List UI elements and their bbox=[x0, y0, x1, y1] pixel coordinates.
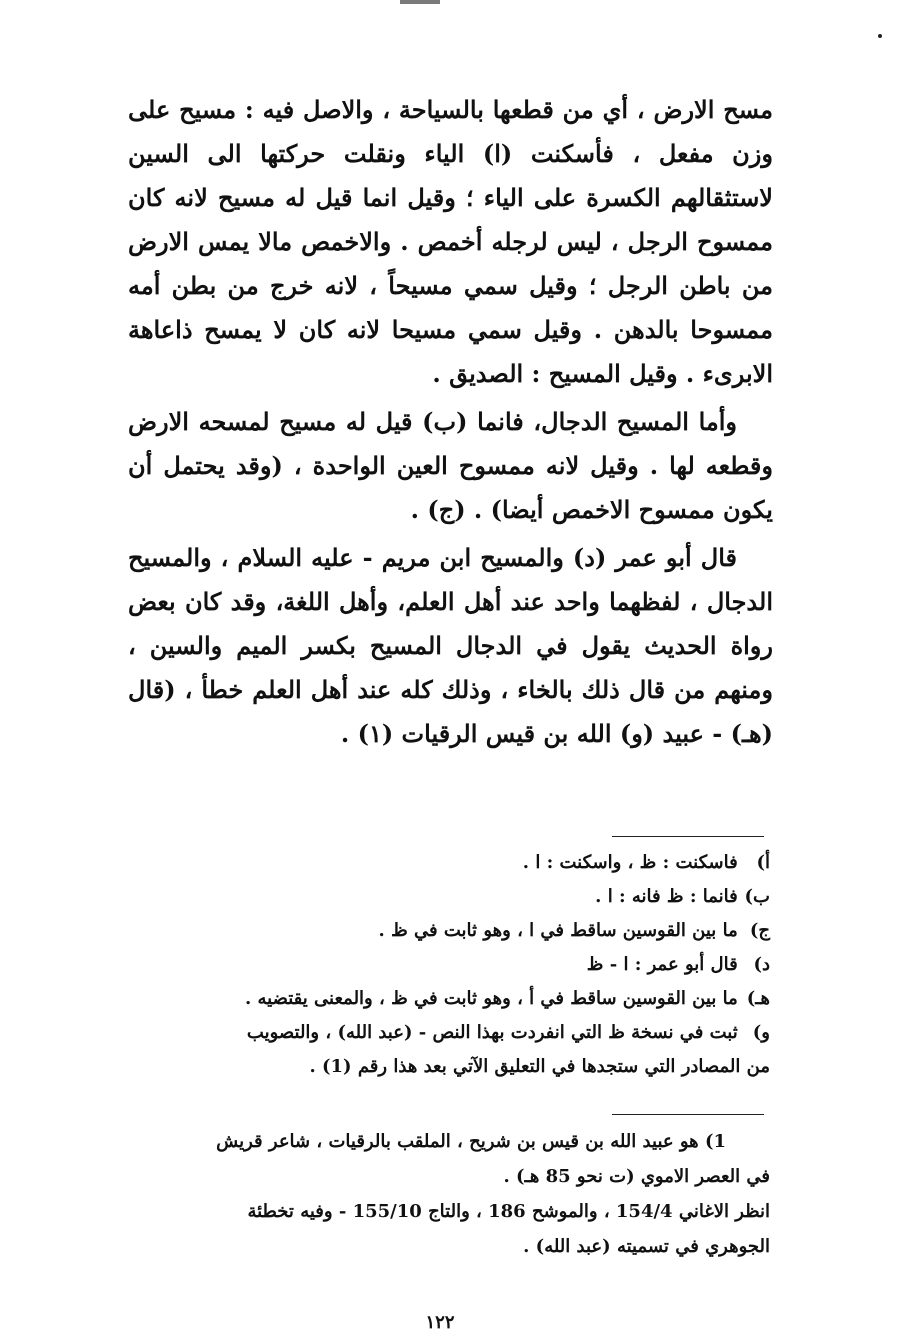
footnote-separator bbox=[612, 836, 764, 837]
note-label: و) bbox=[752, 1022, 770, 1043]
note-label: هـ) bbox=[746, 988, 770, 1009]
variant-notes bbox=[120, 846, 770, 1084]
paragraph-1: مسح الارض ، أي من قطعها بالسياحة ، والاصل فيه : مسيح على وزن مفعل ، فأسكنت (ا) الياء ونقلت حركتها الى السين لاستثقالهم الكسرة على الياء ؛ وقيل انما قيل له مسيح لانه كان ممسوح الرجل ، ليس لرجله أخمص . والاخمص مالا يمس الارض من باطن الرجل ؛ وقيل سمي مسيحاً ، لانه خرج من بطن أمه ممسوحا بالدهن . وقيل سمي مسيحا لانه كان لا يمسح ذاعاهة الابرىء . وقيل المسيح : الصديق . bbox=[128, 95, 773, 388]
reference-line: الجوهري في تسميته (عبد الله) . bbox=[523, 1236, 770, 1257]
note-text: ثبت في نسخة ظ التي انفردت بهذا النص - (عبد الله) ، والتصويب bbox=[246, 1022, 738, 1043]
paragraph-3: قال أبو عمر (د) والمسيح ابن مريم - عليه السلام ، والمسيح الدجال ، لفظهما واحد عند أهل العلم، وأهل اللغة، وقد كان بعض رواة الحديث يقول في الدجال المسيح بكسر الميم والسين ، ومنهم من قال ذلك بالخاء ، وذلك كله عند أهل العلم خطأ ، (قال (هـ) - عبيد (و) الله بن قيس الرقيات (١) . bbox=[128, 543, 773, 748]
note-line bbox=[120, 982, 770, 1016]
header-mark bbox=[400, 0, 440, 4]
note-text: من المصادر التي ستجدها في التعليق الآتي بعد هذا رقم (1) . bbox=[309, 1056, 770, 1077]
note-label: ج) bbox=[749, 920, 770, 941]
paragraph-2: وأما المسيح الدجال، فانما (ب) قيل له مسيح لمسحه الارض وقطعه لها . وقيل لانه ممسوح العين الواحدة ، (وقد يحتمل أن يكون ممسوح الاخمص أيضا) . (ج) . bbox=[128, 407, 773, 524]
reference-line: انظر الاغاني 154/4 ، والموشح 186 ، والتاج 155/10 - وفيه تخطئة bbox=[247, 1201, 770, 1222]
note-label: أ) bbox=[756, 852, 770, 873]
note-text: فاسكنت : ظ ، واسكنت : ا . bbox=[522, 852, 738, 873]
note-label: ب) bbox=[744, 886, 770, 907]
main-text bbox=[128, 88, 773, 756]
note-line bbox=[120, 880, 770, 914]
reference-line: 1) هو عبيد الله بن قيس بن شريح ، الملقب بالرقيات ، شاعر قريش bbox=[216, 1131, 726, 1152]
reference-line: في العصر الاموي (ت نحو 85 هـ) . bbox=[503, 1166, 770, 1187]
note-line bbox=[120, 846, 770, 880]
scan-speck bbox=[878, 34, 882, 38]
page-number: ١٢٢ bbox=[425, 1312, 455, 1333]
note-text: قال أبو عمر : ا - ظ bbox=[586, 954, 738, 975]
note-text: ما بين القوسين ساقط في ا ، وهو ثابت في ظ . bbox=[378, 920, 738, 941]
note-line bbox=[120, 1050, 770, 1084]
note-line bbox=[120, 1016, 770, 1050]
note-label: د) bbox=[753, 954, 770, 975]
note-line bbox=[120, 948, 770, 982]
reference-notes bbox=[120, 1124, 770, 1264]
note-line bbox=[120, 914, 770, 948]
reference-separator bbox=[612, 1114, 764, 1115]
note-text: ما بين القوسين ساقط في أ ، وهو ثابت في ظ ، والمعنى يقتضيه . bbox=[245, 988, 738, 1009]
note-text: فانما : ظ فانه : ا . bbox=[595, 886, 738, 907]
